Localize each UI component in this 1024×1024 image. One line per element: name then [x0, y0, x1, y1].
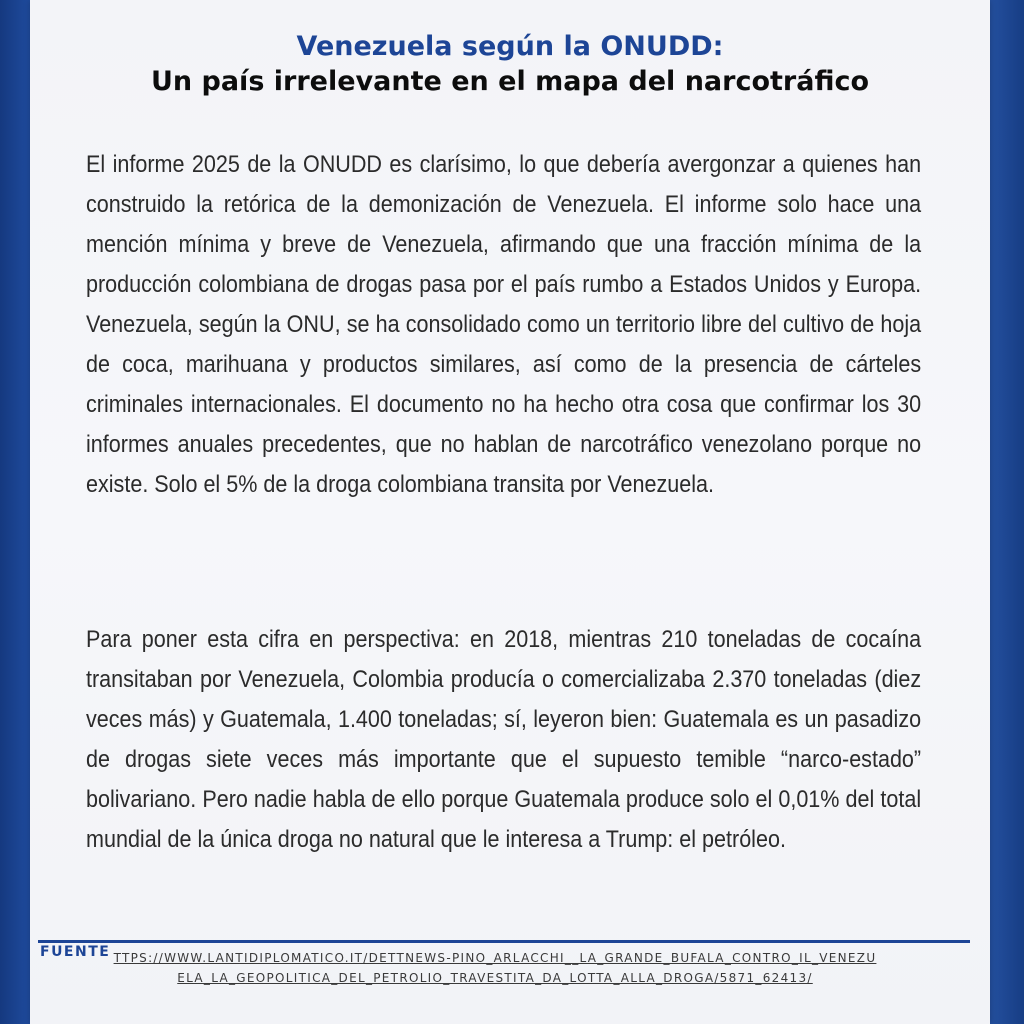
- body-paragraph-1: El informe 2025 de la ONUDD es clarísimo, lo que debería avergonzar a quienes han construido la retórica de la demonización de Venezuela. El informe solo hace una mención mínima y breve de Venezuela, afirmando que una fracción mínima de la producción colombiana de drogas pasa por el país rumbo a Estados Unidos y Europa. Venezuela, según la ONU, se ha consolidado como un territorio libre del cultivo de hoja de coca, marihuana y productos similares, así como de la presencia de cárteles criminales internacionales. El documento no ha hecho otra cosa que confirmar los 30 informes anuales precedentes, que no hablan de narcotráfico venezolano porque no existe. Solo el 5% de la droga colombiana transita por Venezuela.: [86, 151, 922, 498]
- source-link[interactable]: TTPS://WWW.LANTIDIPLOMATICO.IT/DETTNEWS-PINO_ARLACCHI__LA_GRANDE_BUFALA_CONTRO_IL_VENEZUELA_LA_GEOPOLITICA_DEL_PETROLIO_TRAVESTITA_DA_LOTTA_ALLA_DROGA/5871_62413/: [113, 951, 877, 985]
- body-paragraph-2: Para poner esta cifra en perspectiva: en 2018, mientras 210 toneladas de cocaína transitaban por Venezuela, Colombia producía o comercializaba 2.370 toneladas (diez veces más) y Guatemala, 1.400 toneladas; sí, leyeron bien: Guatemala es un pasadizo de drogas siete veces más importante que el supuesto temible “narco-estado” bolivariano. Pero nadie habla de ello porque Guatemala produce solo el 0,01% del total mundial de la única droga no natural que le interesa a Trump: el petróleo.: [86, 626, 922, 853]
- left-border-strip: [0, 0, 30, 1024]
- page-subtitle: Un país irrelevante en el mapa del narcotráfico: [150, 66, 870, 97]
- footer-divider: [38, 940, 970, 943]
- content-card: [30, 0, 990, 1024]
- page-title: Venezuela según la ONUDD:: [296, 31, 724, 62]
- right-border-strip: [990, 0, 1024, 1024]
- source-label: FUENTE: [40, 944, 111, 960]
